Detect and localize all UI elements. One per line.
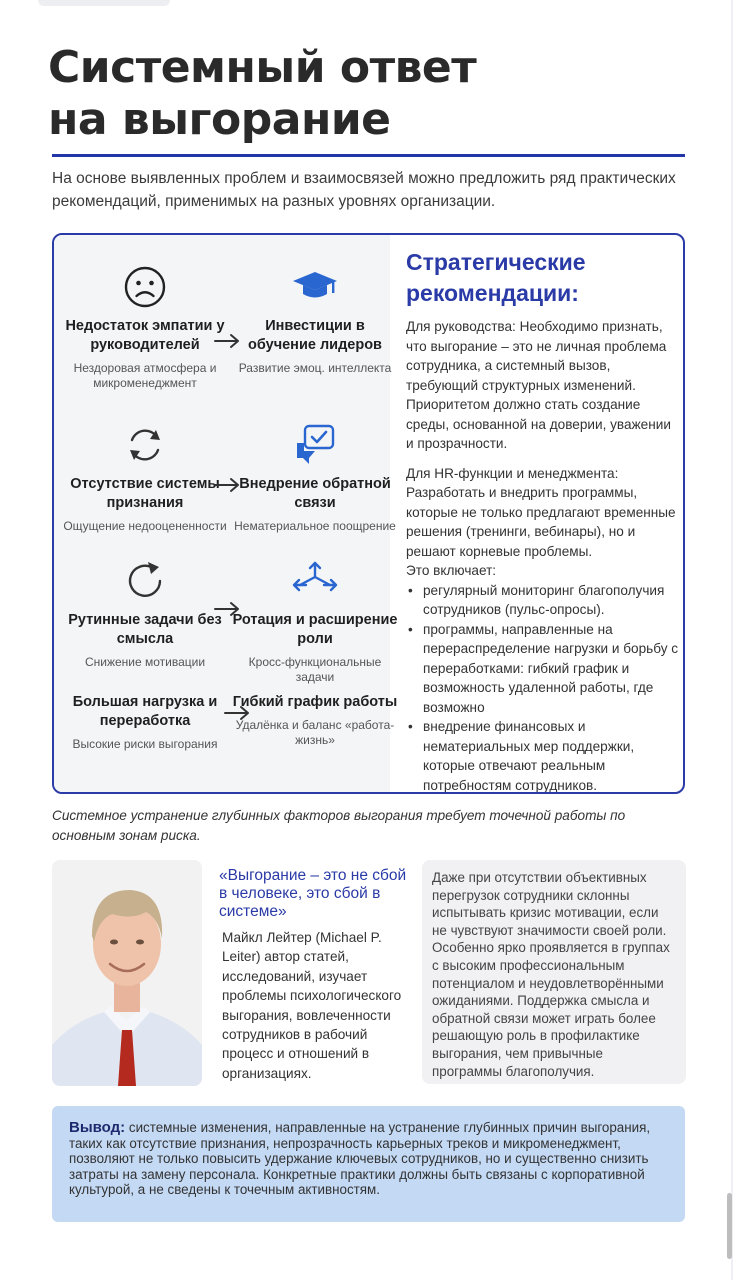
problem-cell [60, 693, 230, 752]
sad-face-icon [121, 263, 169, 311]
solution-title: Ротация и расширение роли [232, 612, 398, 647]
conclusion-box [52, 1106, 685, 1222]
page-edge [731, 0, 733, 1280]
solution-title: Инвестиции в обучение лидеров [248, 318, 382, 353]
page-title-line: на выгорание [48, 94, 391, 145]
problem-title: Недостаток эмпатии у руководителей [65, 318, 225, 353]
solution-subtitle: Развитие эмоц. интеллекта [238, 361, 392, 375]
problem-subtitle: Высокие риски выгорания [72, 737, 218, 751]
includes-label: Это включает: [406, 563, 497, 578]
problem-title: Рутинные задачи без смысла [68, 612, 222, 647]
problem-subtitle: Снижение мотивации [84, 655, 206, 669]
graduation-cap-icon [291, 263, 339, 311]
leaders-text: Необходимо признать, что выгорание – это не личная проблема сотрудника, а системный вызов, требующий структурных изменений. Приоритетом должно стать создание среды, основанной на доверии, уважении и прозрачности. [406, 319, 671, 451]
problem-subtitle: Нездоровая атмосфера и микроменеджмент [73, 361, 217, 390]
side-note-text: Даже при отсутствии объективных перегрузок сотрудники склонны испытывать кризис мотивации, если не чувствуют значимости своей роли. Особенно ярко проявляется в группах с высоким профессиональным потенциалом и неудовлетворёнными ожиданиями. Поддержка смысла и обратной связи может играть более решающую роль в профилактике выгорания, чем привычные программы благополучия. [432, 870, 670, 1079]
solution-subtitle: Удалёнка и баланс «работа-жизнь» [235, 718, 395, 747]
solution-cell [230, 421, 400, 534]
problem-title: Большая нагрузка и переработка [72, 694, 218, 729]
problem-cell [60, 421, 230, 534]
solution-subtitle: Кросс-функциональные задачи [248, 655, 382, 684]
list-item: • регулярный мониторинг благополучия сотрудников (пульс-опросы). [406, 581, 681, 620]
problem-cell [60, 263, 230, 391]
solution-title: Внедрение обратной связи [239, 476, 391, 511]
list-item: • программы, направленные на перераспределение нагрузки и борьбу с переработками: гибкий график и возможность удаленной работы, где возможно [406, 620, 681, 718]
solution-cell [230, 693, 400, 748]
scrollbar-thumb[interactable] [727, 1193, 732, 1259]
figure-caption: Системное устранение глубинных факторов выгорания требует точечной работы по основным зонам риска. [52, 808, 626, 843]
top-edge-card [38, 0, 170, 6]
feedback-chat-check-icon [291, 421, 339, 469]
recommendations-list [406, 581, 681, 795]
refresh-cycle-icon [121, 421, 169, 469]
list-item: • внедрение финансовых и нематериальных мер поддержки, которые отвечают реальным потребностям сотрудников. [406, 717, 681, 794]
leaders-paragraph [406, 317, 681, 454]
solution-subtitle: Нематериальное поощрение [234, 519, 396, 533]
solution-cell [230, 263, 400, 376]
hr-text: Разработать и внедрить программы, которые не только предлагают временные решения (тренинги, вебинары), но и решают корневые проблемы. [406, 485, 676, 559]
portrait-illustration [52, 860, 202, 1086]
recommendations-body [406, 317, 681, 794]
conclusion-label: Вывод: [69, 1119, 126, 1136]
page-title-line: Системный ответ [48, 42, 477, 93]
loop-arrow-icon [121, 557, 169, 605]
page-title [48, 42, 608, 146]
conclusion-text [69, 1120, 669, 1198]
hr-label: Для HR-функции и менеджмента: [406, 465, 619, 481]
problem-subtitle: Ощущение недооцененности [63, 519, 227, 533]
portrait-photo [52, 860, 202, 1086]
leaders-label: Для руководства: [406, 319, 516, 334]
intro-text: На основе выявленных проблем и взаимосвязей можно предложить ряд практических рекомендаций, применимых на разных уровнях организации. [52, 170, 676, 210]
author-bio: Майкл Лейтер (Michael P. Leiter) автор статей, исследований, изучает проблемы психологического выгорания, вовлеченности сотрудников в рабочий процесс и отношений в организациях. [222, 930, 402, 1081]
problem-cell [60, 557, 230, 670]
problem-solution-grid [54, 235, 398, 792]
solution-title: Гибкий график работы [232, 694, 398, 710]
side-note-card [422, 860, 686, 1084]
quote-text: «Выгорание – это не сбой в человеке, это сбой в системе» [219, 867, 407, 920]
solution-cell [230, 557, 400, 685]
expand-arrows-icon [291, 557, 339, 605]
conclusion-body: системные изменения, направленные на устранение глубинных причин выгорания, таких как отсутствие признания, непрозрачность карьерных треков и микроменеджмент, позволяют не только повысить удержание ключевых сотрудников, но и существенно снизить затраты на замену персонала. Конкретные практики должны быть связаны с корпоративной культурой, а не сведены к точечным активностям. [69, 1120, 651, 1198]
title-divider [52, 154, 685, 157]
problem-title: Отсутствие системы признания [70, 476, 220, 511]
recommendations-title: Стратегические рекомендации: [406, 249, 586, 306]
recommendations-box [52, 233, 685, 794]
